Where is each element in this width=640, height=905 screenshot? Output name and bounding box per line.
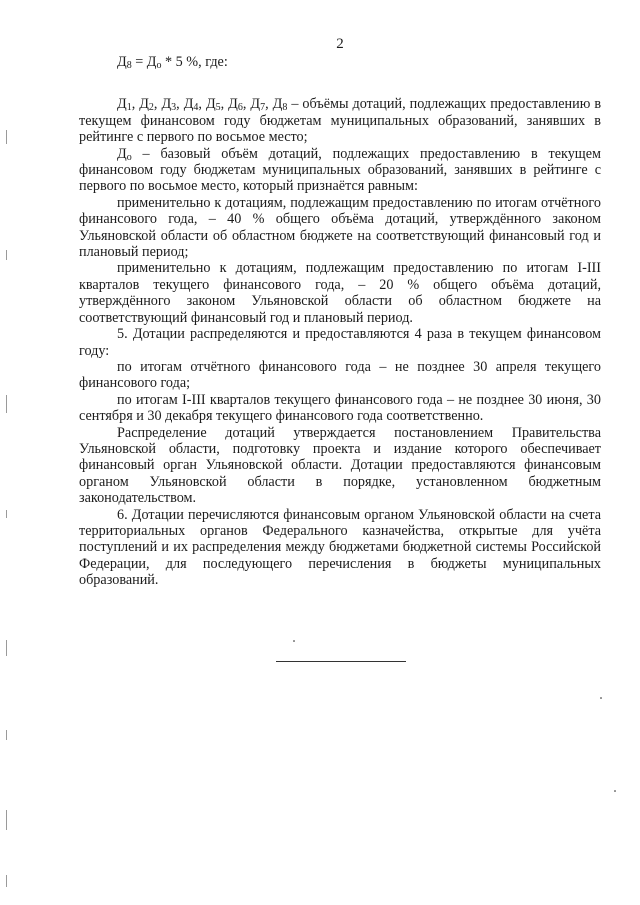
d-base-tail: – базовый объём дотаций, подлежащих предоставлению в текущем финансовом году бюджетам муниципальных образований, занявших в рейтинге с первого по восьмое место, который признаётся равным: bbox=[79, 145, 601, 195]
d-letter: Д bbox=[183, 96, 194, 113]
paragraph-distribution: Распределение дотаций утверждается постановлением Правительства Ульяновской области, подготовку проекта и издание которого обеспечивает финансовый орган Ульяновской области. Дотации предоставляются финансовым органом Ульяновской области в порядке, установленном бюджетным законодательством. bbox=[79, 424, 601, 507]
paragraph-item-5-b: по итогам I-III кварталов текущего финансового года – не позднее 30 июня, 30 сентября и 30 декабря текущего финансового года соответственно. bbox=[79, 391, 601, 425]
d-sub: 7 bbox=[260, 102, 266, 114]
formula-middle: = Д bbox=[131, 54, 157, 70]
d-sub: 6 bbox=[237, 102, 243, 114]
scan-speck bbox=[614, 790, 616, 792]
d-letter: Д bbox=[139, 96, 149, 113]
d-list-tail: – объёмы дотаций, подлежащих предоставлению в текущем финансовом году бюджетам муниципальных образований, занявших в рейтинге с первого по восьмое место; bbox=[79, 96, 602, 146]
scan-margin-marks bbox=[6, 40, 8, 900]
paragraph-d-list: $Д_1$, $Д_2$, $Д_3$, $Д_4$, $Д_5$, $Д_6$, $Д_7$, $Д_8$ – объёмы дотаций, подлежащих предоставлению в текущем финансовом году бюджетам муниципальных образований, занявших в рейтинге с первого по восьмое место; bbox=[79, 96, 602, 146]
paragraph-item-5-a: по итогам отчётного финансового года – не позднее 30 апреля текущего финансового года; bbox=[79, 358, 601, 392]
d-sub: 3 bbox=[171, 102, 177, 114]
document-body bbox=[79, 54, 601, 589]
scan-speck bbox=[600, 697, 602, 699]
paragraph-quarterly: применительно к дотациям, подлежащим предоставлению по итогам I-III кварталов текущего финансового года, – 20 % общего объёма дотаций, утверждённого законом Ульяновской области об областном бюджете на соответствующий финансовый год и плановый период. bbox=[79, 260, 601, 326]
d-sub: 8 bbox=[282, 102, 288, 114]
paragraph-annual: применительно к дотациям, подлежащим предоставлению по итогам отчётного финансового года, – 40 % общего объёма дотаций, утверждённого законом Ульяновской области об областном бюджете на соответствующий финансовый год и плановый период; bbox=[79, 194, 601, 261]
d-letter: Д bbox=[161, 96, 172, 113]
closing-line-divider bbox=[276, 661, 406, 662]
formula-right: * 5 %, где: bbox=[161, 54, 228, 70]
paragraph-item-5: 5. Дотации распределяются и предоставляются 4 раза в текущем финансовом году: bbox=[79, 326, 601, 359]
d-sub: 5 bbox=[215, 102, 221, 114]
paragraph-d-base bbox=[79, 146, 601, 195]
d-letter: Д bbox=[272, 96, 283, 113]
formula-middle-sub: о bbox=[156, 60, 162, 71]
d-sub: 1 bbox=[126, 102, 132, 114]
d-letter: Д bbox=[117, 145, 127, 162]
d-letter: Д bbox=[117, 96, 127, 113]
d-letter: Д bbox=[228, 96, 238, 113]
paragraph-item-6: 6. Дотации перечисляются финансовым органом Ульяновской области на счета территориальных органов Федерального казначейства, открытые для учёта поступлений и их распределения между бюджетами бюджетной системы Российской Федерации, для последующего перечисления в бюджеты муниципальных образований. bbox=[79, 506, 601, 589]
d-sub: 2 bbox=[148, 102, 154, 114]
d-sub: 4 bbox=[193, 102, 199, 114]
d-letter: Д bbox=[250, 96, 261, 113]
d-sub: о bbox=[126, 151, 132, 163]
formula-left-sub: 8 bbox=[126, 60, 132, 71]
scan-speck bbox=[293, 640, 295, 642]
formula-line bbox=[79, 54, 601, 70]
d-letter: Д bbox=[205, 96, 216, 113]
formula-left: Д bbox=[117, 54, 127, 70]
page-number: 2 bbox=[336, 36, 344, 52]
